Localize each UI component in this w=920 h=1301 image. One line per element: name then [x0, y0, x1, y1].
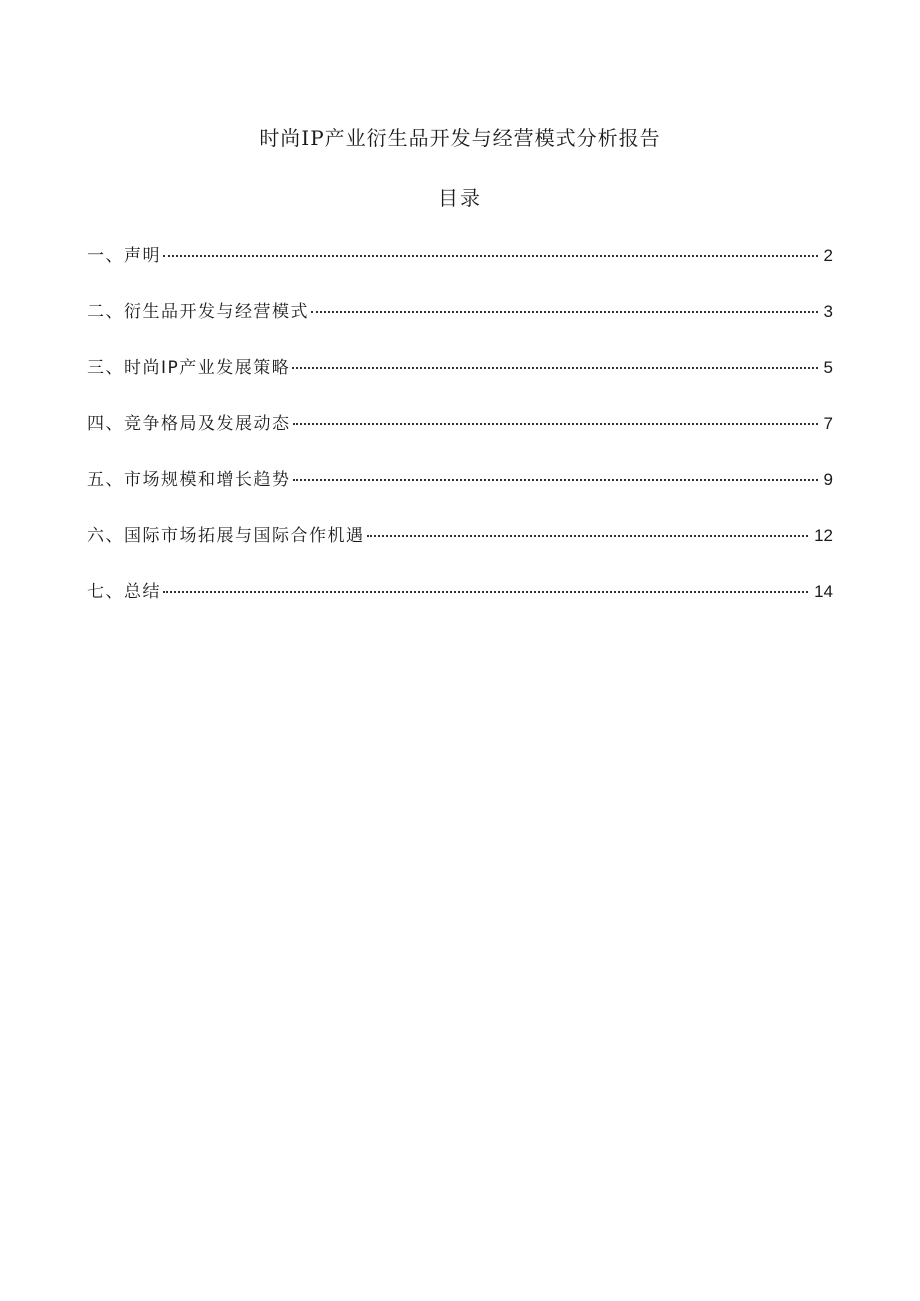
toc-entry-competition[interactable] — [87, 411, 833, 467]
toc-page-number: 12 — [814, 526, 833, 545]
toc-entry-label: 七、总结 — [87, 582, 161, 602]
toc-dot-leader — [163, 591, 808, 593]
toc-entry-label: 六、国际市场拓展与国际合作机遇 — [87, 526, 365, 546]
toc-dot-leader — [367, 535, 809, 537]
toc-page-number: 7 — [823, 414, 833, 433]
toc-page-number: 5 — [823, 358, 833, 377]
toc-entry-development-strategy[interactable] — [87, 355, 833, 411]
toc-entry-international[interactable] — [87, 523, 833, 579]
toc-dot-leader — [293, 479, 818, 481]
toc-dot-leader — [163, 255, 818, 257]
toc-dot-leader — [292, 367, 817, 369]
toc-entry-derivative-development[interactable] — [87, 299, 833, 355]
toc-page-number: 3 — [823, 302, 833, 321]
toc-dot-leader — [311, 311, 818, 313]
table-of-contents — [87, 243, 833, 635]
toc-page-number: 9 — [823, 470, 833, 489]
toc-page-number: 14 — [814, 582, 833, 601]
toc-entry-market-size[interactable] — [87, 467, 833, 523]
document-title: 时尚IP产业衍生品开发与经营模式分析报告 — [259, 126, 661, 150]
toc-entry-label: 二、衍生品开发与经营模式 — [87, 302, 309, 322]
toc-entry-label: 一、声明 — [87, 246, 161, 266]
toc-entry-label: 三、时尚IP产业发展策略 — [87, 358, 291, 378]
toc-heading: 目录 — [438, 186, 482, 210]
toc-entry-summary[interactable] — [87, 579, 833, 635]
toc-entry-declaration[interactable] — [87, 243, 833, 299]
toc-entry-label: 四、竞争格局及发展动态 — [87, 414, 291, 434]
toc-entry-label: 五、市场规模和增长趋势 — [87, 470, 291, 490]
toc-dot-leader — [293, 423, 818, 425]
toc-page-number: 2 — [823, 246, 833, 265]
